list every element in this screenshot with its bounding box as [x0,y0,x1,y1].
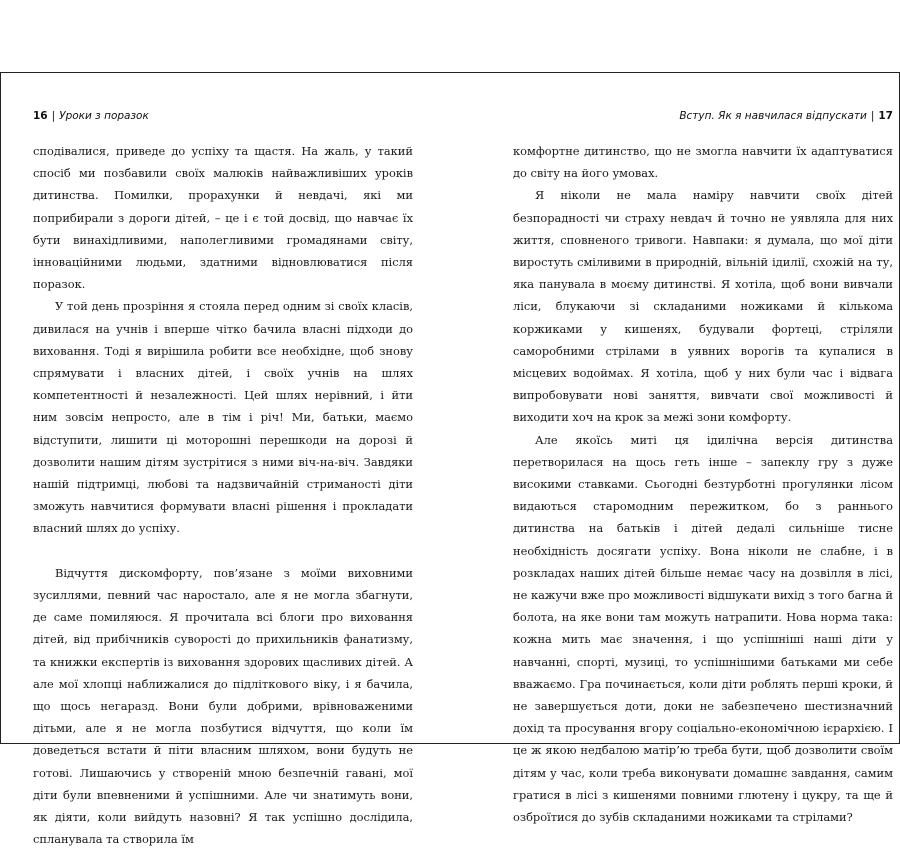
paragraph: Відчуття дискомфорту, пов’язане з моїми виховними зусиллями, певний час наростало, але я не могла збагнути, де саме помиляюся. Я прочитала всі блоги про виховання дітей, від прибічників суворості до прихильників фанатизму, та книжки експертів із виховання здорових щасливих дітей. А але мої хлопці наближалися до підліткового віку, і я бачила, що щось негаразд. Вони були добрими, врівноваженими дітьми, але я не могла позбутися відчуття, що коли їм доведеться встати й піти власним шляхом, вони будуть не готові. Лишаючись у створеній мною безпечній гавані, мої діти були впевненими й успішними. Але чи знатимуть вони, як діяти, коли вийдуть назовні? Я так успішно дослідила, спланувала та створила їм [33,565,413,847]
right-page [513,73,893,825]
right-page-text [513,140,893,828]
paragraph: Але якоїсь миті ця ідилічна версія дитинства перетворилася на щось геть інше – запеклу гру з дуже високими ставками. Сьогодні безтурботні прогулянки лісом видаються старомодним пережитком, бо з раннього дитинства на батьків і дітей дедалі сильніше тисне необхідність досягати успіху. Вона ніколи не слабне, і в розкладах наших дітей більше немає часу на дозвілля в лісі, не кажучи вже про можливості відшукати вихід з того багна й болота, на яке вони там можуть натрапити. Нова норма така: кожна мить має значення, і що успішніші наші діти у навчанні, спорті, музиці, то успішнішими батьками ми себе вважаємо. Гра починається, коли діти роблять перші кроки, й не завершується доти, доки не забезпечено шестизначний дохід та просування вгору соціально-економічною ієрархією. І це ж якою недбалою матір’ю треба бути, щоб дозволити своїм дітям у час, коли треба виконувати домашнє завдання, самим гратися в лісі з кишенями повними глютену і цукру, та ще й озброїтися до зубів складаними ножиками та стрілами? [513,432,893,825]
running-title-left: Уроки з поразок [59,110,149,122]
page-number-left: 16 [33,110,48,122]
separator-right: | [870,110,875,122]
paragraph: комфортне дитинство, що не змогла навчити їх адаптуватися до світу на його умовах. [513,144,893,181]
paragraph: Я ніколи не мала наміру навчити своїх дітей безпорадності чи страху невдач й точно не уявляла для них життя, сповненого тривоги. Навпаки: я думала, що мої діти виростуть сміливими в природній, вільній ідилії, схожій на ту, яка панувала в моєму дитинстві. Я хотіла, щоб вони вивчали ліси, блукаючи зі складаними ножиками й кількома коржиками у кишенях, будували фортеці, стріляли саморобними стрілами в уявних ворогів та купалися в місцевих водоймах. Я хотіла, щоб у них були час і відвага випробовувати нові заняття, вивчати свої можливості й виходити хоч на крок за межі зони комфорту. [513,188,893,425]
running-head-left [33,108,149,124]
separator-left: | [51,110,56,122]
running-title-right: Вступ. Як я навчилася відпускати [679,110,867,122]
book-spread [0,72,900,847]
left-page [33,73,413,847]
paragraph: сподівалися, приведе до успіху та щастя. На жаль, у такий спосіб ми позбавили своїх малюків найважливіших уроків дитинства. Помилки, прорахунки й невдачі, які ми поприбирали з дороги дітей, – це і є той досвід, що навчає їх бути винахідливими, наполегливими громадянами світу, інноваційними людьми, здатними відновлюватися після поразок. [33,144,413,292]
left-page-text [33,140,413,850]
running-head-right [513,108,893,124]
paragraph: У той день прозріння я стояла перед одним зі своїх класів, дивилася на учнів і вперше чітко бачила власні підходи до виховання. Тоді я вирішила робити все необхідне, щоб знову спрямувати і власних дітей, і своїх учнів на шлях компетентності й незалежності. Цей шлях нерівний, і йти ним зовсім непросто, але в тім і річ! Ми, батьки, маємо відступити, лишити ці моторошні перешкоди на дорозі й дозволити нашим дітям зустрітися з ними віч-на-віч. Завдяки нашій підтримці, любові та надзвичайній стриманості діти зможуть навчитися формувати власні рішення і прокладати власний шлях до успіху. [33,299,413,536]
page-number-right: 17 [878,110,893,122]
